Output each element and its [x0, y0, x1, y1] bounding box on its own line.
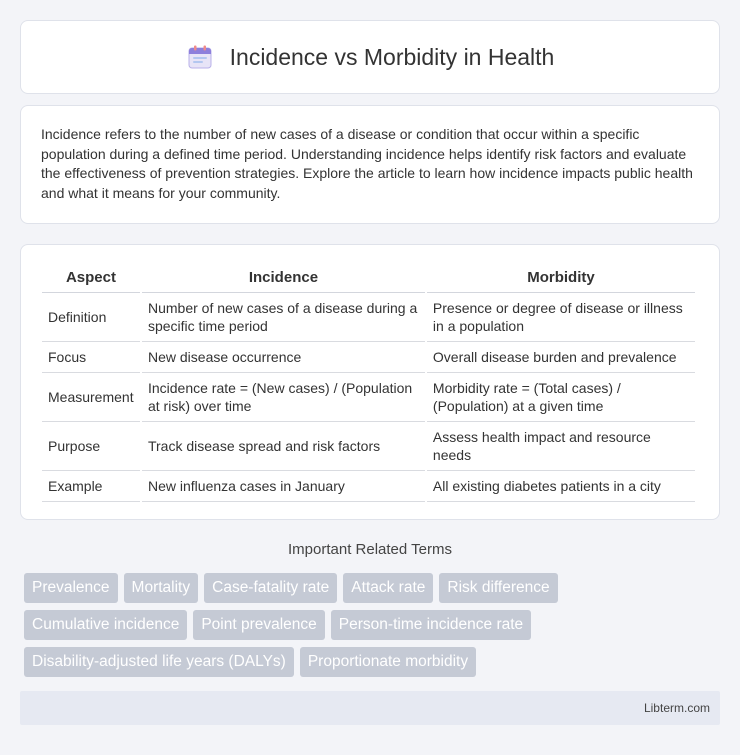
comparison-table-card — [20, 244, 720, 520]
intro-card — [20, 105, 720, 224]
table-row — [42, 342, 695, 373]
table-cell-incidence: Number of new cases of a disease during a specific time period — [142, 293, 425, 342]
table-row — [42, 471, 695, 502]
header-card — [20, 20, 720, 94]
table-cell-incidence: New influenza cases in January — [142, 471, 425, 502]
comparison-table — [40, 263, 697, 502]
page-title: Incidence vs Morbidity in Health — [229, 43, 555, 70]
column-header-morbidity: Morbidity — [427, 263, 695, 293]
table-cell-aspect: Measurement — [42, 373, 140, 422]
table-cell-aspect: Focus — [42, 342, 140, 373]
table-row — [42, 373, 695, 422]
table-cell-incidence: Track disease spread and risk factors — [142, 422, 425, 471]
column-header-incidence: Incidence — [142, 263, 425, 293]
table-row — [42, 293, 695, 342]
calendar-icon — [186, 43, 214, 71]
table-row — [42, 422, 695, 471]
footer — [20, 691, 720, 725]
table-cell-morbidity: Overall disease burden and prevalence — [427, 342, 695, 373]
table-cell-morbidity: Presence or degree of disease or illness in a population — [427, 293, 695, 342]
table-cell-incidence: Incidence rate = (New cases) / (Population at risk) over time — [142, 373, 425, 422]
related-term-tag[interactable]: Cumulative incidence — [24, 610, 187, 640]
footer-site-link[interactable]: Libterm.com — [643, 701, 710, 715]
related-terms-list — [24, 573, 724, 684]
table-cell-incidence: New disease occurrence — [142, 342, 425, 373]
related-terms-title: Important Related Terms — [288, 541, 452, 558]
tag-row — [24, 647, 724, 677]
column-header-aspect: Aspect — [42, 263, 140, 293]
table-cell-morbidity: All existing diabetes patients in a city — [427, 471, 695, 502]
related-term-tag[interactable]: Person-time incidence rate — [331, 610, 531, 640]
related-term-tag[interactable]: Mortality — [124, 573, 199, 603]
related-term-tag[interactable]: Point prevalence — [193, 610, 324, 640]
related-term-tag[interactable]: Case-fatality rate — [204, 573, 337, 603]
related-term-tag[interactable]: Attack rate — [343, 573, 433, 603]
table-cell-morbidity: Morbidity rate = (Total cases) / (Population) at a given time — [427, 373, 695, 422]
header — [186, 43, 555, 71]
related-term-tag[interactable]: Risk difference — [439, 573, 557, 603]
table-cell-morbidity: Assess health impact and resource needs — [427, 422, 695, 471]
table-cell-aspect: Definition — [42, 293, 140, 342]
tag-row — [24, 573, 724, 603]
table-cell-aspect: Example — [42, 471, 140, 502]
intro-text: Incidence refers to the number of new cases of a disease or condition that occur within a specific population during a defined time period. Understanding incidence helps identify risk factors and evaluate the effectiveness of prevention strategies. Explore the article to learn how incidence impacts public health and what it means for your community. — [41, 126, 693, 201]
tag-row — [24, 610, 724, 640]
table-header-row — [42, 263, 695, 293]
related-term-tag[interactable]: Disability-adjusted life years (DALYs) — [24, 647, 294, 677]
related-term-tag[interactable]: Prevalence — [24, 573, 118, 603]
table-cell-aspect: Purpose — [42, 422, 140, 471]
related-term-tag[interactable]: Proportionate morbidity — [300, 647, 476, 677]
